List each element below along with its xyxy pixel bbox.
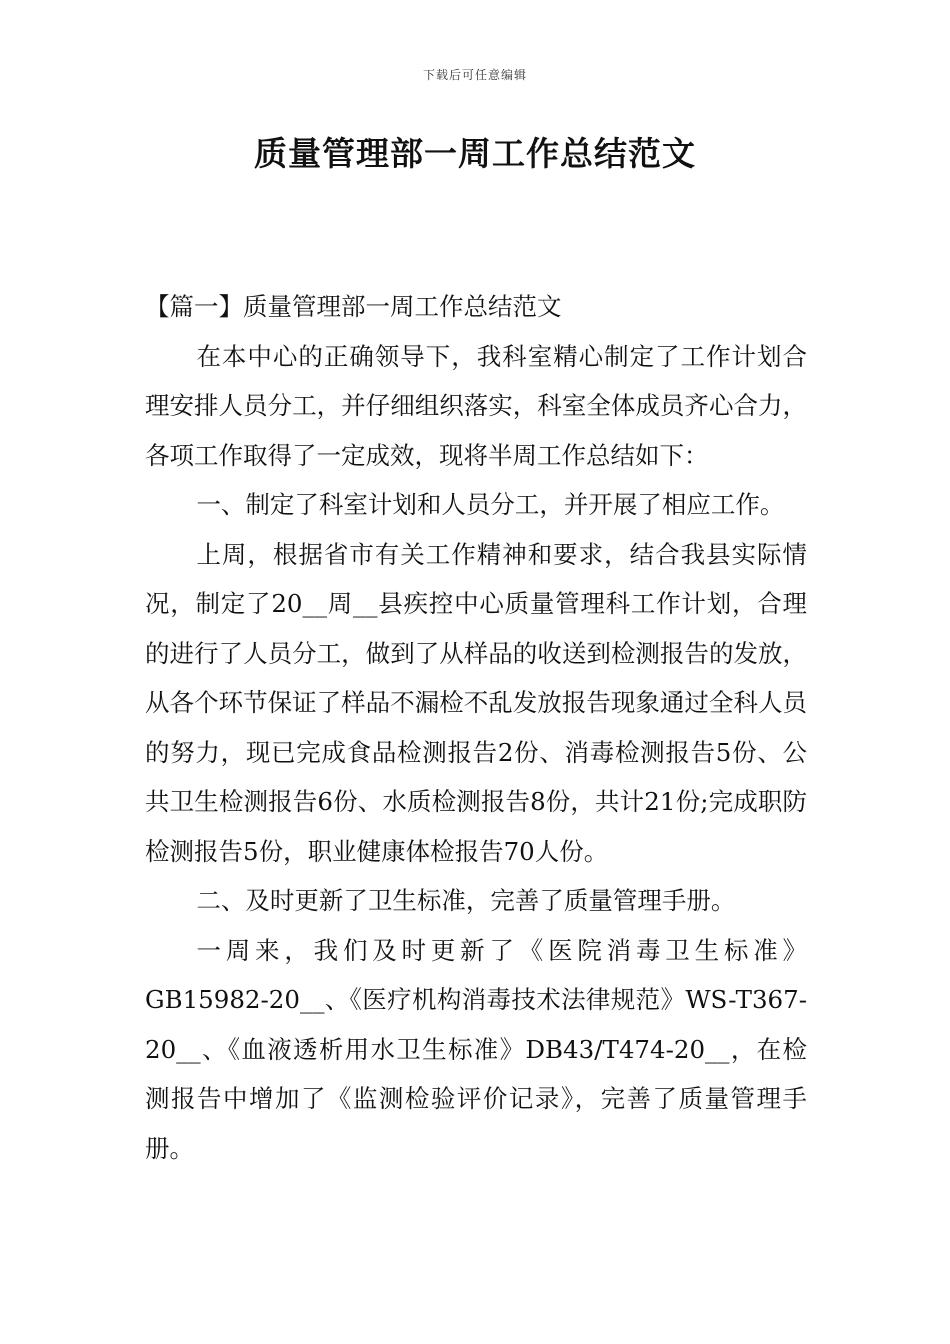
- header-note: 下载后可任意编辑: [422, 68, 527, 82]
- section-heading: 【篇一】质量管理部一周工作总结范文: [145, 292, 562, 321]
- paragraph-intro: 在本中心的正确领导下，我科室精心制定了工作计划合理安排人员分工，并仔细组织落实，科室全体成员齐心合力，各项工作取得了一定成效，现将半周工作总结如下：: [145, 341, 807, 470]
- paragraph-item-two: 一周来，我们及时更新了《医院消毒卫生标准》GB15982-20__、《医疗机构消毒技术法律规范》WS-T367-20__、《血液透析用水卫生标准》DB43/T474-20__，在检测报告中增加了《监测检验评价记录》，完善了质量管理手册。: [145, 935, 807, 1163]
- document-title: 质量管理部一周工作总结范文: [254, 134, 696, 173]
- paragraph-item-one: 上周，根据省市有关工作精神和要求，结合我县实际情况，制定了20__周__县疾控中心质量管理科工作计划，合理的进行了人员分工，做到了从样品的收送到检测报告的发放，从各个环节保证了样品不漏检不乱发放报告现象通过全科人员的努力，现已完成食品检测报告2份、消毒检测报告5份、公共卫生检测报告6份、水质检测报告8份，共计21份;完成职防检测报告5份，职业健康体检报告70人份。: [145, 539, 807, 866]
- heading-item-one: 一、制定了科室计划和人员分工，并开展了相应工作。: [196, 490, 785, 519]
- document-body: [145, 282, 807, 1173]
- heading-item-two: 二、及时更新了卫生标准，完善了质量管理手册。: [196, 886, 736, 915]
